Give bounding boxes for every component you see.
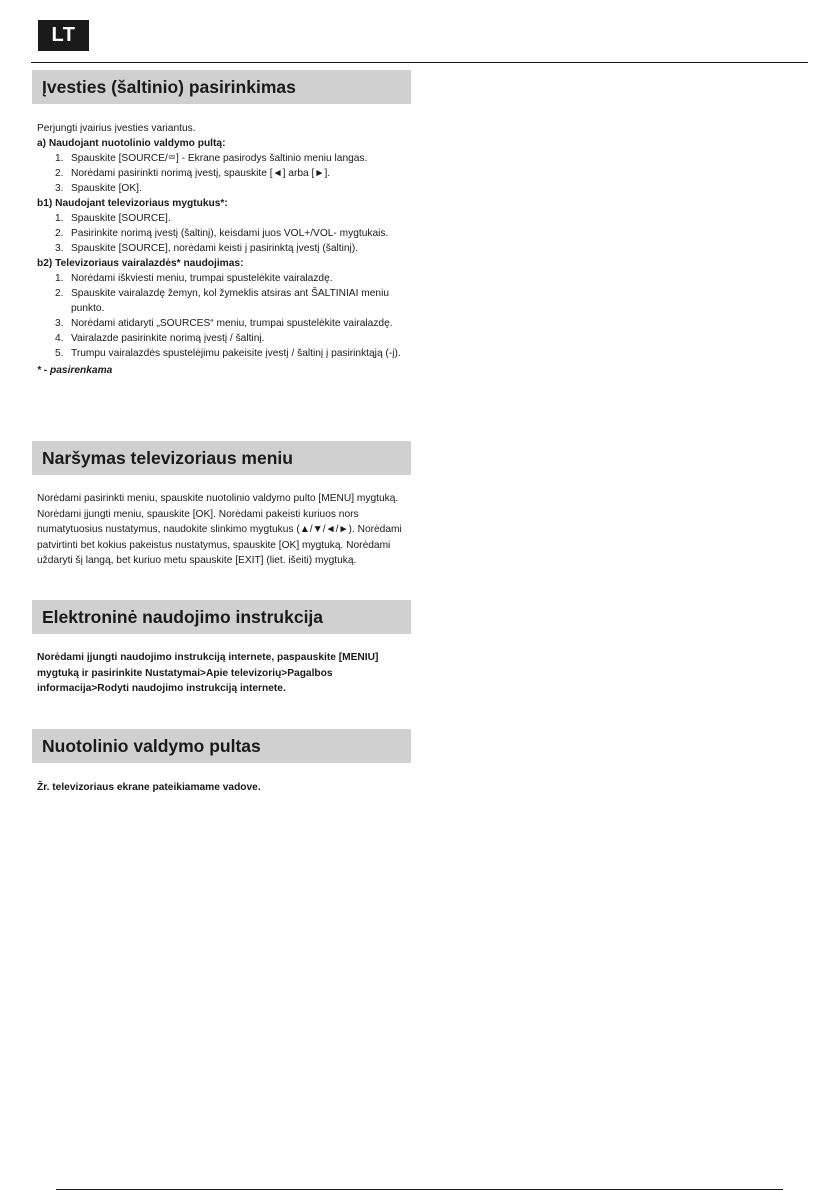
input-footnote: * - pasirenkama <box>37 365 113 376</box>
input-a-list <box>37 151 409 196</box>
bottom-divider <box>56 1189 783 1190</box>
list-item: 1. Spauskite [SOURCE/⮹] - Ekrane pasirodys šaltinio meniu langas. <box>55 153 368 164</box>
list-item: 2. Pasirinkite norimą įvestį (šaltinį), keisdami juos VOL+/VOL- mygtukais. <box>55 228 389 239</box>
section-title-manual: Elektroninė naudojimo instrukcija <box>42 606 324 627</box>
menu-body: Norėdami pasirinkti meniu, spauskite nuotolinio valdymo pulto [MENU] mygtuką. Norėdami įjungti meniu, spauskite [OK]. Norėdami pakeisti kuriuos nors numatytuosius nustatymus, naudokite slinkimo mygtukus (▲/▼/◄/►). Norėdami patvirtinti bet kokius pakeistus nustatymus, spauskite [OK] mygtuką. Norėdami uždaryti šį langą, bet kuriuo metu spauskite [EXIT] (liet. išeiti) mygtuką. <box>37 493 402 567</box>
section-body-input <box>37 121 409 378</box>
list-item: 3. Spauskite [OK]. <box>55 183 142 194</box>
list-item: 1. Norėdami iškviesti meniu, trumpai spustelėkite vairalazdę. <box>55 273 333 284</box>
language-badge: LT <box>38 20 89 51</box>
input-intro: Perjungti įvairius įvesties variantus. <box>37 123 196 134</box>
section-header-menu <box>32 441 411 475</box>
top-divider <box>31 62 808 63</box>
section-header-remote <box>32 729 411 763</box>
input-b1-list <box>37 211 409 256</box>
section-header-input <box>32 70 411 104</box>
input-b1-heading: b1) Naudojant televizoriaus mygtukus*: <box>37 198 228 209</box>
section-body-manual <box>37 650 409 697</box>
list-item: 5. Trumpu vairalazdės spustelėjimu pakeisite įvestį / šaltinį į pasirinktąją (-į). <box>55 348 401 359</box>
list-item: 3. Spauskite [SOURCE], norėdami keisti į pasirinktą įvestį (šaltinį). <box>55 243 359 254</box>
list-item: 1. Spauskite [SOURCE]. <box>55 213 171 224</box>
input-b2-list <box>37 271 409 361</box>
list-item: 3. Norėdami atidaryti „SOURCES“ meniu, trumpai spustelėkite vairalazdę. <box>55 318 393 329</box>
section-title-input: Įvesties (šaltinio) pasirinkimas <box>42 76 296 97</box>
section-body-remote <box>37 780 409 795</box>
manual-body: Norėdami įjungti naudojimo instrukciją internete, paspauskite [MENIU] mygtuką ir pasirinkite Nustatymai>Apie televizorių>Pagalbos informacija>Rodyti naudojimo instrukciją internete. <box>37 652 379 695</box>
input-b2-heading: b2) Televizoriaus vairalazdės* naudojimas: <box>37 258 244 269</box>
section-header-manual <box>32 600 411 634</box>
section-title-remote: Nuotolinio valdymo pultas <box>42 735 261 756</box>
list-item: 4. Vairalazde pasirinkite norimą įvestį / šaltinį. <box>55 333 265 344</box>
section-title-menu: Naršymas televizoriaus meniu <box>42 447 293 468</box>
remote-body: Žr. televizoriaus ekrane pateikiamame vadove. <box>37 782 261 793</box>
list-item: 2. Norėdami pasirinkti norimą įvestį, spauskite [◄] arba [►]. <box>55 168 331 179</box>
input-a-heading: a) Naudojant nuotolinio valdymo pultą: <box>37 138 226 149</box>
list-item: 2. Spauskite vairalazdę žemyn, kol žymeklis atsiras ant ŠALTINIAI meniu punkto. <box>55 288 390 314</box>
section-body-menu <box>37 491 409 569</box>
